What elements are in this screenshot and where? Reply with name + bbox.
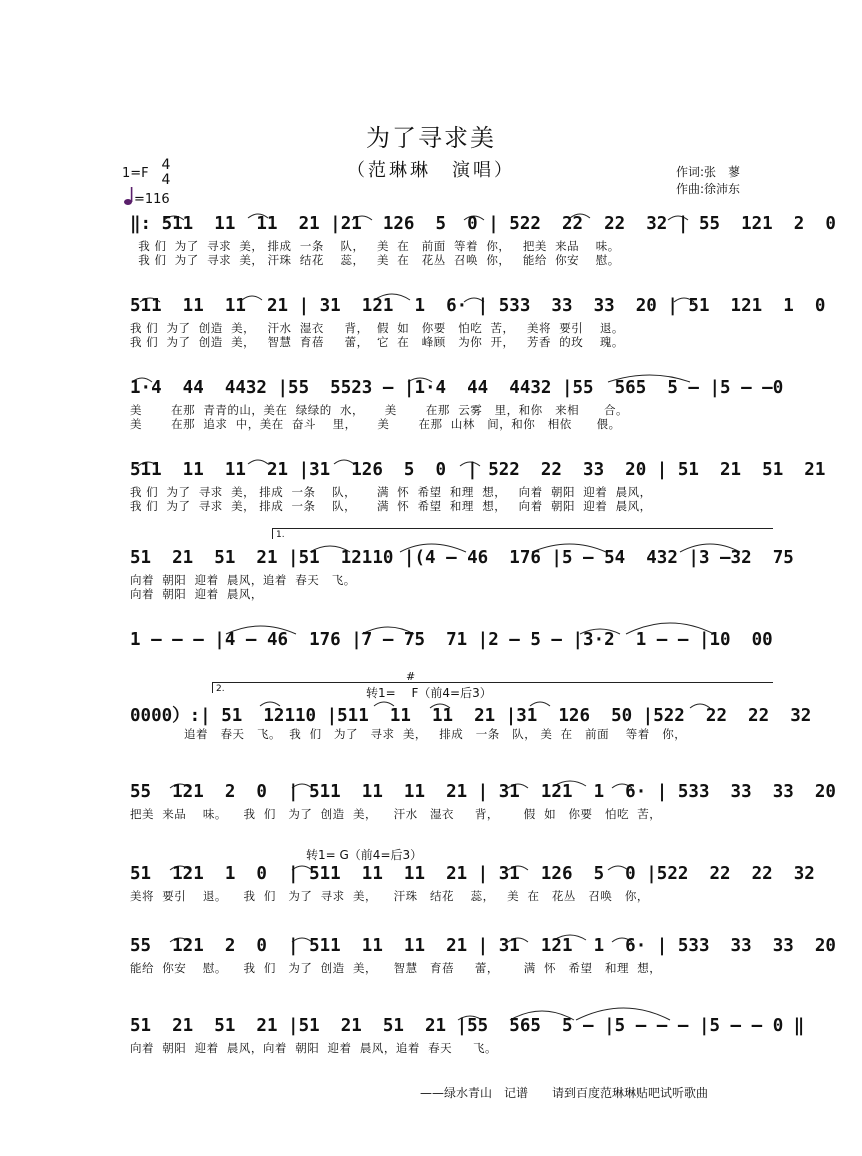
lyrics-verse-1: 我 们 为了 创造 美， 汗水 湿衣 背， 假 如 你要 怕吃 苦， 美将 要引 退。 <box>130 321 624 335</box>
volta-number: 2. <box>216 684 225 694</box>
notation-line: 51 121 1 0 | 511 11 11 21 | 31 126 5 0 |522 22 22 32 <box>130 864 815 884</box>
lyrics-verse-1: 向着 朝阳 迎着 晨风，向着 朝阳 迎着 晨风，追着 春天 飞。 <box>130 1041 497 1055</box>
notation-line: 55 121 2 0 | 511 11 11 21 | 31 121 1 6· | 533 33 33 20 <box>130 936 836 956</box>
score-row-9 <box>130 850 815 930</box>
time-signature <box>160 158 172 188</box>
volta-number: 1. <box>276 530 285 540</box>
lyrics-verse-2: 我 们 为了 创造 美， 智慧 育蓓 蕾， 它 在 峰顾 为你 开， 芳香 的玫 瑰。 <box>130 335 624 349</box>
score-row-5 <box>130 534 794 614</box>
notation-line: 51 21 51 21 |51 21 51 21 |55 565 5 — |5 — — — |5 — — 0 ‖ <box>130 1016 805 1036</box>
lyrics-verse-1: 我 们 为了 寻求 美， 排成 一条 队， 美 在 前面 等着 你， 把美 来品 味。 <box>130 239 620 253</box>
score-row-3 <box>130 364 784 444</box>
score-row-4 <box>130 446 826 526</box>
lyrics-verse-2: 我 们 为了 寻求 美， 排成 一条 队， 满 怀 希望 和理 想， 向着 朝阳 迎着 晨风， <box>130 499 652 513</box>
notation-line: 55 121 2 0 | 511 11 11 21 | 31 121 1 6· | 533 33 33 20 <box>130 782 836 802</box>
score-row-2 <box>130 282 826 362</box>
lyrics-verse-1: 向着 朝阳 迎着 晨风，追着 春天 飞。 <box>130 573 356 587</box>
performer-subtitle: （范琳琳 演唱） <box>347 160 515 181</box>
score-row-10 <box>130 922 836 1002</box>
time-signature-bottom: 4 <box>161 172 171 188</box>
notation-line: 1·4 44 4432 |55 5523 — |1·4 44 4432 |55 565 5 — |5 — —0 <box>130 378 784 398</box>
time-signature-top: 4 <box>161 157 171 173</box>
key-change-marking-1: 转1= F（前4=后3） <box>366 686 492 700</box>
notation-line: 0000）:| 51 12110 |511 11 11 21 |31 126 50 |522 22 22 32 <box>130 706 812 726</box>
lyrics-verse-2: 美 在那 追求 中，美在 奋斗 里， 美 在那 山林 间，和你 相依 偎。 <box>130 417 621 431</box>
transcriber-footer: ——绿水青山 记谱 请到百度范琳琳贴吧试听歌曲 <box>420 1086 709 1100</box>
notation-line: 511 11 11 21 |31 126 5 0 | 522 22 33 20 | 51 21 51 21 <box>130 460 826 480</box>
lyricist-credit: 作词:张 蓼 <box>676 165 741 179</box>
lyrics-verse-1: 把美 来品 味。 我 们 为了 创造 美， 汗水 湿衣 背， 假 如 你要 怕吃 苦， <box>130 807 662 821</box>
notation-line: 1 — — — |4 — 46 176 |7 — 75 71 |2 — 5 — |3·2 1 — — |10 00 <box>130 630 773 650</box>
notation-line: 51 21 51 21 |51 12110 |(4 — 46 176 |5 — 54 432 |3 —32 75 <box>130 548 794 568</box>
tempo-marking: =116 <box>134 192 170 207</box>
lyrics-verse-1: 美 在那 青青的山，美在 绿绿的 水， 美 在那 云雾 里，和你 来相 合。 <box>130 403 629 417</box>
song-title: 为了寻求美 <box>366 124 496 152</box>
score-row-7 <box>130 688 812 768</box>
composer-credit: 作曲:徐沛东 <box>676 182 741 196</box>
notation-line: ‖: 511 11 11 21 |21 126 5 0 | 522 22 22 32 | 55 121 2 0 <box>130 214 836 234</box>
score-row-8 <box>130 768 836 848</box>
key-signature: 1=F <box>122 166 149 181</box>
lyrics-verse-1: 美将 要引 退。 我 们 为了 寻求 美， 汗珠 结花 蕊， 美 在 花丛 召唤 你， <box>130 889 649 903</box>
score-row-1 <box>130 200 836 280</box>
sharp-sign: # <box>406 670 416 683</box>
score-row-11 <box>130 1002 805 1082</box>
notation-line: 511 11 11 21 | 31 121 1 6· | 533 33 33 20 | 51 121 1 0 <box>130 296 826 316</box>
key-change-marking-2: 转1= G（前4=后3） <box>306 848 423 862</box>
lyrics-verse-1: 能给 你安 慰。 我 们 为了 创造 美， 智慧 育蓓 蕾， 满 怀 希望 和理 想， <box>130 961 662 975</box>
lyrics-verse-1: 我 们 为了 寻求 美， 排成 一条 队， 满 怀 希望 和理 想， 向着 朝阳 迎着 晨风， <box>130 485 652 499</box>
lyrics-verse-1: 追着 春天 飞。 我 们 为了 寻求 美， 排成 一条 队， 美 在 前面 等着 你， <box>130 727 687 741</box>
lyrics-verse-2: 向着 朝阳 迎着 晨风， <box>130 587 263 601</box>
lyrics-verse-2: 我 们 为了 寻求 美， 汗珠 结花 蕊， 美 在 花丛 召唤 你， 能给 你安 慰。 <box>130 253 620 267</box>
